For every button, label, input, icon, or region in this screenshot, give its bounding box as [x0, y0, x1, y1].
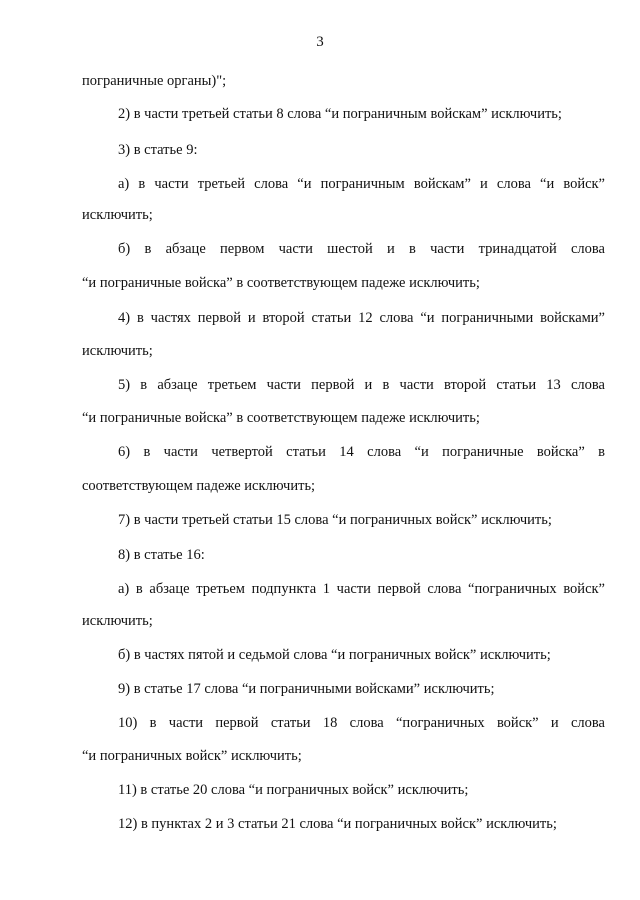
- paragraph-line: “и пограничные войска” в соответствующем падеже исключить;: [82, 410, 480, 426]
- paragraph-line: 11) в статье 20 слова “и пограничных войск” исключить;: [118, 782, 469, 798]
- paragraph-line: б) в абзаце первом части шестой и в части тринадцатой слова: [118, 241, 605, 257]
- paragraph-line: 9) в статье 17 слова “и пограничными войсками” исключить;: [118, 681, 495, 697]
- paragraph-line: “и пограничных войск” исключить;: [82, 748, 302, 764]
- paragraph-line: 4) в частях первой и второй статьи 12 слова “и пограничными войсками”: [118, 310, 605, 326]
- paragraph-line: 7) в части третьей статьи 15 слова “и пограничных войск” исключить;: [118, 512, 552, 528]
- paragraph-line: исключить;: [82, 613, 153, 629]
- paragraph-line: б) в частях пятой и седьмой слова “и пограничных войск” исключить;: [118, 647, 551, 663]
- paragraph-line: соответствующем падеже исключить;: [82, 478, 316, 494]
- paragraph-line: исключить;: [82, 343, 153, 359]
- paragraph-line: 3) в статье 9:: [118, 142, 198, 158]
- paragraph-line: а) в части третьей слова “и пограничным войскам” и слова “и войск”: [118, 176, 605, 192]
- paragraph-line: 2) в части третьей статьи 8 слова “и пограничным войскам” исключить;: [118, 106, 562, 122]
- paragraph-line: а) в абзаце третьем подпункта 1 части первой слова “пограничных войск”: [118, 581, 605, 597]
- paragraph-line: 12) в пунктах 2 и 3 статьи 21 слова “и пограничных войск” исключить;: [118, 816, 557, 832]
- paragraph-line: “и пограничные войска” в соответствующем падеже исключить;: [82, 275, 480, 291]
- paragraph-line: пограничные органы)";: [82, 73, 227, 89]
- paragraph-line: исключить;: [82, 207, 153, 223]
- paragraph-line: 5) в абзаце третьем части первой и в части второй статьи 13 слова: [118, 377, 605, 393]
- page-number: 3: [316, 34, 324, 50]
- paragraph-line: 6) в части четвертой статьи 14 слова “и пограничные войска” в: [118, 444, 605, 460]
- paragraph-line: 10) в части первой статьи 18 слова “пограничных войск” и слова: [118, 715, 605, 731]
- paragraph-line: 8) в статье 16:: [118, 547, 205, 563]
